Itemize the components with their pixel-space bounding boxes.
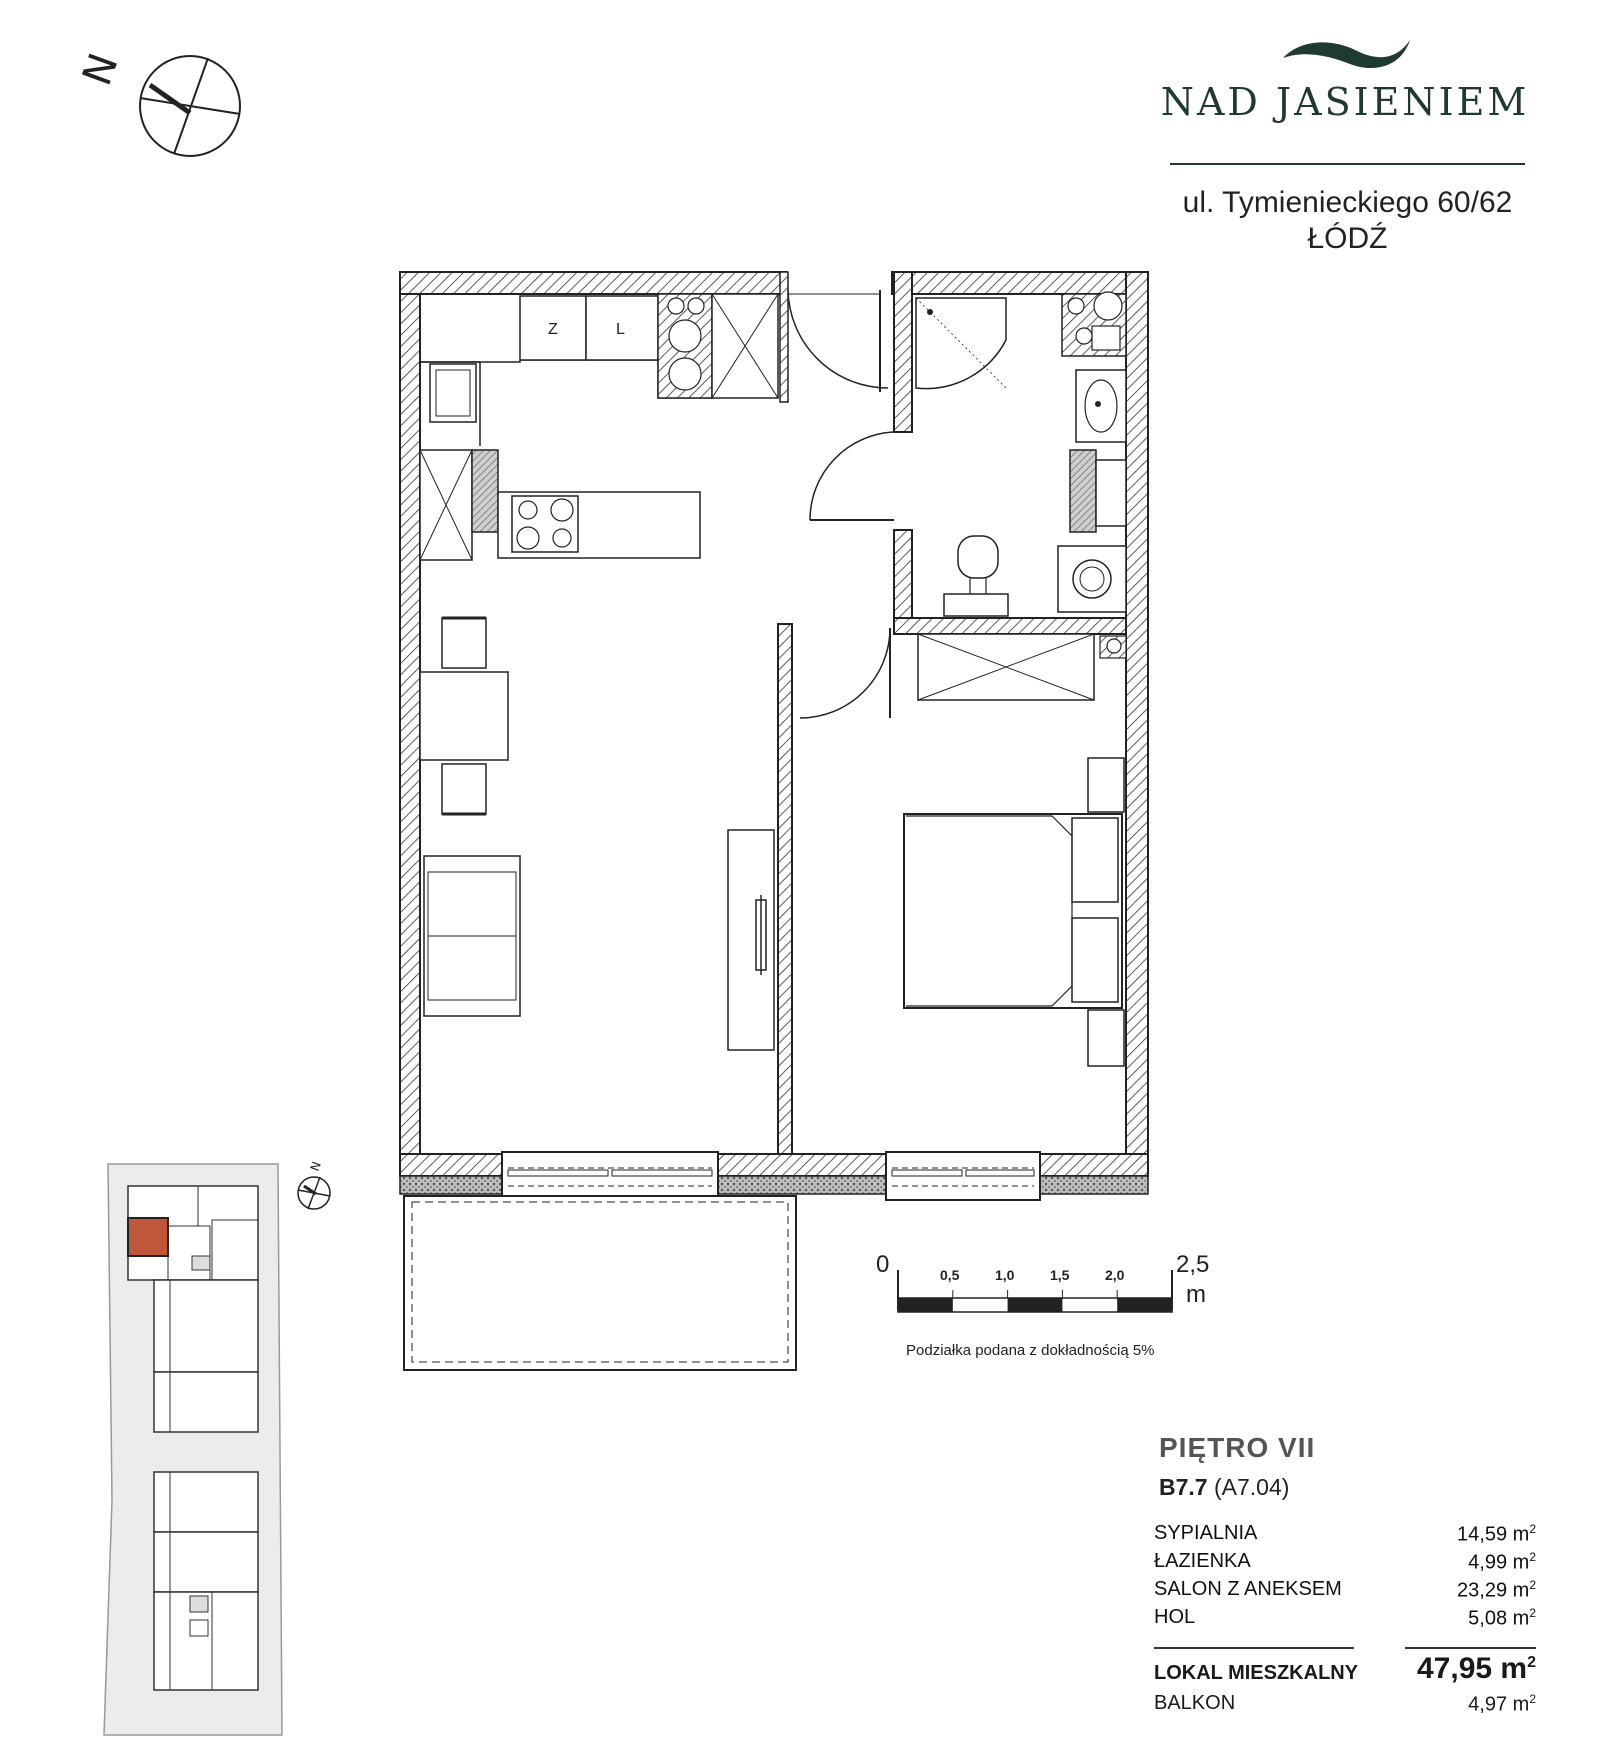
balcony-label: BALKON (1154, 1692, 1236, 1714)
balcony-value: 4,97 $m^2$ (1468, 1692, 1536, 1716)
unit-code-main: B7.7 (1159, 1474, 1208, 1500)
total-label: LOKAL MIESZKALNY (1154, 1662, 1359, 1684)
balcony (404, 1196, 796, 1370)
toilet (958, 536, 998, 578)
unit-code (1159, 1474, 1289, 1501)
highlighted-unit (128, 1218, 168, 1256)
room-row (1154, 1578, 1536, 1606)
scale-bar (876, 1251, 1209, 1312)
washing-machine (1058, 546, 1126, 612)
brand-divider (1170, 163, 1525, 165)
room-area: 4,99 $m^2$ (1468, 1550, 1536, 1574)
room-row (1154, 1606, 1536, 1634)
room-name: SYPIALNIA (1154, 1522, 1258, 1544)
room-area: 5,08 $m^2$ (1468, 1606, 1536, 1630)
north-compass (74, 48, 240, 156)
room-row (1154, 1522, 1536, 1550)
address (1160, 185, 1535, 257)
unit-code-alt: (A7.04) (1213, 1474, 1290, 1500)
scale-tick-4: 2,0 (1105, 1267, 1125, 1283)
washbasin (1076, 370, 1126, 442)
sink (430, 364, 476, 422)
brand (1160, 80, 1530, 124)
cooktop (512, 496, 578, 552)
tv-unit (728, 830, 774, 1050)
key-plan (104, 1164, 282, 1735)
bathroom-fixtures (916, 292, 1126, 616)
nightstand-bottom (1088, 1010, 1124, 1066)
scale-unit: m (1186, 1281, 1206, 1308)
floor-label: PIĘTRO VII (1159, 1432, 1316, 1463)
total-divider-right (1405, 1647, 1536, 1649)
kitchen (420, 294, 778, 560)
walls (400, 272, 1148, 1194)
room-area: 14,59 $m^2$ (1457, 1522, 1536, 1546)
entrance-door (788, 290, 888, 392)
keyplan-compass-n-label: N (307, 1159, 324, 1174)
brand-wave-icon (1283, 40, 1410, 68)
dishwasher-label: L (616, 321, 625, 338)
scale-tick-0: 0 (876, 1251, 890, 1278)
address-city: ŁÓDŹ (1307, 222, 1388, 255)
total-value: 47,95 $m^2$ (1417, 1652, 1536, 1685)
scale-note: Podziałka podana z dokładnością 5% (906, 1342, 1155, 1359)
bathroom-door (810, 432, 894, 520)
room-name: ŁAZIENKA (1154, 1550, 1251, 1572)
room-name: SALON Z ANEKSEM (1154, 1578, 1342, 1600)
brand-name: NAD JASIENIEM (1160, 80, 1530, 124)
total-divider-left (1154, 1647, 1354, 1649)
room-area: 23,29 $m^2$ (1457, 1578, 1536, 1602)
room-row (1154, 1550, 1536, 1578)
scale-tick-1: 0,5 (940, 1267, 960, 1283)
scale-tick-3: 1,5 (1050, 1267, 1070, 1283)
bedroom-door (800, 628, 890, 718)
scale-tick-5: 2,5 (1176, 1251, 1210, 1278)
address-street: ul. Tymienieckiego 60/62 (1182, 186, 1513, 219)
bedroom-furniture (904, 634, 1126, 1066)
dining-set (420, 618, 508, 814)
room-list (1154, 1522, 1536, 1634)
window-salon (502, 1152, 718, 1200)
balcony-area (1154, 1692, 1536, 1720)
window-bedroom (886, 1152, 1040, 1200)
room-name: HOL (1154, 1606, 1196, 1628)
scale-tick-2: 1,0 (995, 1267, 1015, 1283)
nightstand-top (1088, 758, 1124, 812)
sofa (424, 856, 520, 1016)
fridge-label: Z (548, 321, 558, 338)
compass-n-label: N (74, 47, 128, 92)
key-plan-compass (298, 1160, 330, 1209)
total-area (1154, 1652, 1536, 1692)
